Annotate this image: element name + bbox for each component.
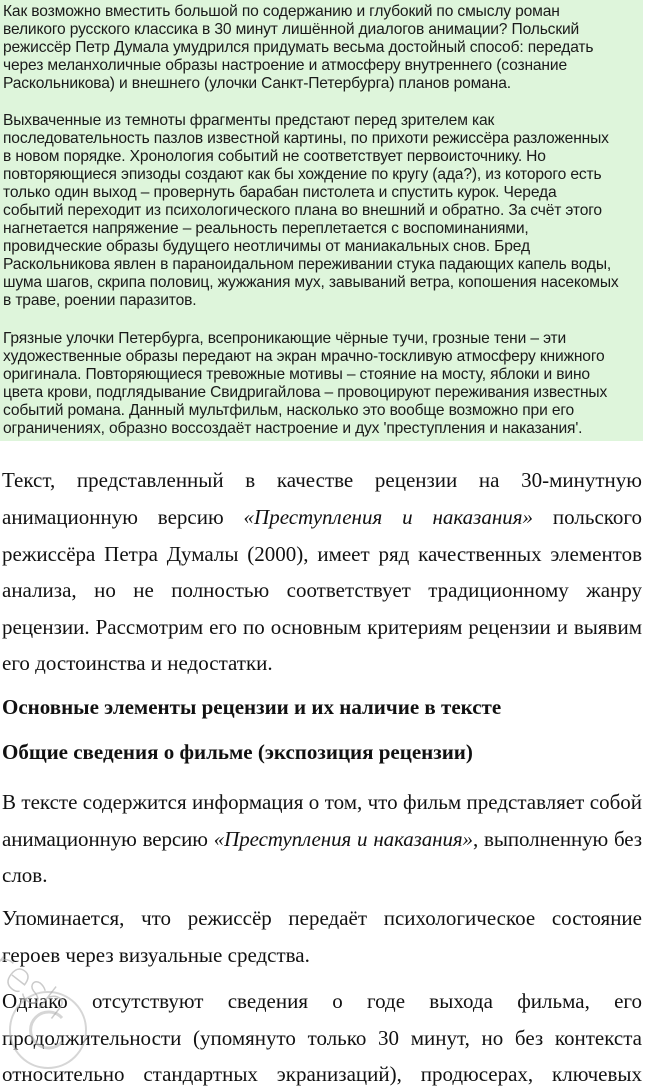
text: , выполненную без — [472, 827, 642, 851]
quote-line: через меланхоличные образы настроение и атмосферу внутреннего (сознание — [3, 57, 567, 74]
quote-line: оригинала. Повторяющиеся тревожные мотивы – стояние на мосту, яблоки и вино — [3, 366, 590, 383]
intro-line: анализа, но не полностью соответствует традиционному жанру — [2, 578, 642, 602]
quote-line: нагнетается напряжение – реальность переплетается с воспоминаниями, — [3, 220, 529, 237]
quote-line: в траве, роении паразитов. — [3, 292, 197, 309]
subsection-heading: Общие сведения о фильме (экспозиция рецензии) — [2, 740, 473, 764]
quote-line: Выхваченные из темноты фрагменты предстают перед зрителем как — [3, 112, 495, 129]
paragraph-line: слов. — [2, 863, 48, 887]
intro-line: режиссёра Петра Думалы (2000), имеет ряд качественных элементов — [2, 542, 642, 566]
quote-line: режиссёр Петр Думала умудрился придумать весьма достойный способ: передать — [3, 39, 594, 56]
quote-line: событий переходит из психологического плана во внешний и обратно. За счёт этого — [3, 202, 602, 219]
paragraph-line — [2, 826, 642, 852]
quote-line: в новом порядке. Хронология событий не соответствует первоисточнику. Но — [3, 148, 546, 165]
quote-line: провидческие образы будущего неотличимы от маниакальных снов. Бред — [3, 238, 530, 255]
film-title-italic: «Преступления и наказания» — [213, 827, 473, 851]
intro-line — [2, 504, 642, 530]
text: польского — [533, 505, 642, 529]
intro-line: рецензии. Рассмотрим его по основным критериям рецензии и выявим — [2, 615, 642, 639]
paragraph-line: Упоминается, что режиссёр передаёт психологическое состояние — [2, 906, 642, 930]
paragraph-line: продолжительности (упомянуто только 30 минут, но без контекста — [2, 1026, 642, 1050]
quote-line: Как возможно вместить большой по содержанию и глубокий по смыслу роман — [3, 3, 560, 20]
quote-line: цвета крови, подглядывание Свидригайлова – провоцируют переживания известных — [3, 384, 608, 401]
text: анимационную версию — [2, 505, 244, 529]
intro-line: Текст, представленный в качестве рецензии на 30-минутную — [2, 468, 642, 492]
quote-line: событий романа. Данный мультфильм, насколько это вообще возможно при его — [3, 402, 575, 419]
quote-line: повторяющиеся эпизоды создают как бы хождение по кругу (ада?), из которого есть — [3, 166, 602, 183]
paragraph-line: Однако отсутствуют сведения о годе выхода фильма, его — [2, 989, 642, 1013]
section-heading: Основные элементы рецензии и их наличие в тексте — [2, 695, 502, 719]
paragraph-line: относительно стандартных экранизаций), продюсерах, ключевых — [2, 1062, 642, 1086]
quote-line: художественные образы передают на экран мрачно-тоскливую атмосферу книжного — [3, 348, 605, 365]
quote-line: великого русского классика в 30 минут лишённой диалогов анимации? Польский — [3, 21, 580, 38]
paragraph-line: В тексте содержится информация о том, что фильм представляет собой — [2, 790, 642, 814]
quote-line: только один выход – провернуть барабан пистолета и спустить курок. Череда — [3, 184, 557, 201]
quote-line: последовательность пазлов известной картины, по прихоти режиссёра разложенных — [3, 130, 609, 147]
quote-line: Раскольникова) и внешнего (улочки Санкт-Петербурга) планов романа. — [3, 75, 511, 92]
quoted-review-box — [0, 0, 643, 441]
intro-line: его достоинства и недостатки. — [2, 651, 273, 675]
quote-line: шума шагов, скрипа половиц, жужжания мух, завываний ветра, копошения насекомых — [3, 274, 619, 291]
quote-line: Раскольникова явлен в параноидальном переживании стука падающих капель воды, — [3, 256, 612, 273]
film-title-italic: «Преступления и наказания» — [243, 505, 534, 529]
paragraph-line: героев через визуальные средства. — [2, 943, 310, 967]
quote-line: Грязные улочки Петербурга, всепроникающие чёрные тучи, грозные тени – эти — [3, 330, 567, 347]
text: анимационную версию — [2, 827, 214, 851]
quote-line: ограничениях, образно воссоздаёт настроение и дух 'преступления и наказания'. — [3, 420, 583, 437]
